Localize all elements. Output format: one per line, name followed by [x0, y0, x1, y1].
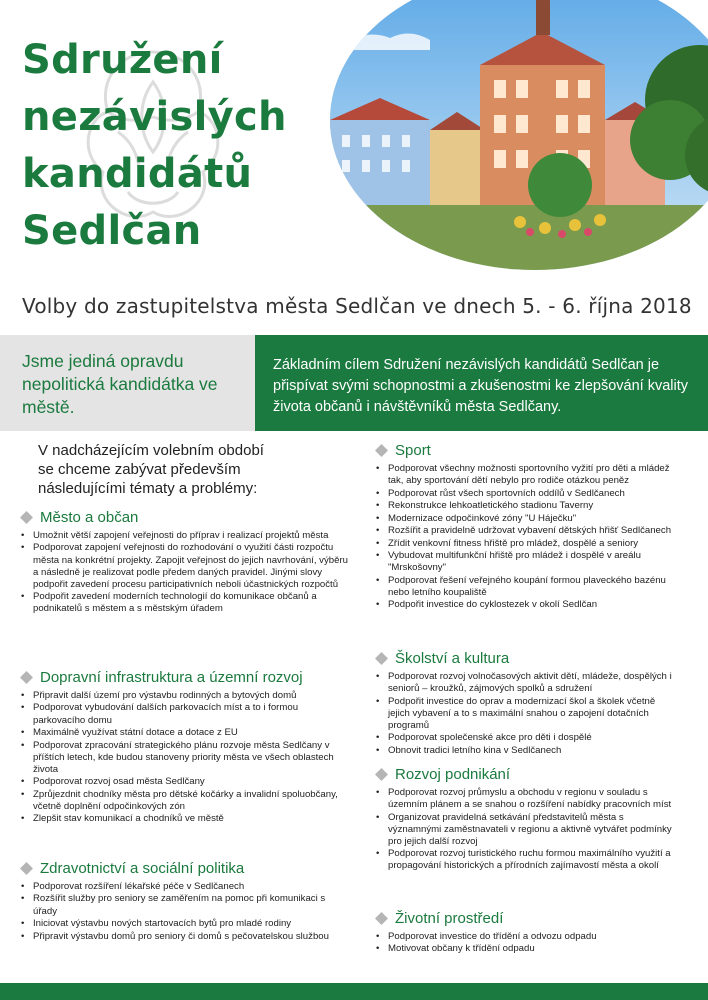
- list-item: • Maximálně využívat státní dotace a dotace z EU: [20, 727, 350, 739]
- diamond-icon: [20, 671, 33, 684]
- list-item: • Podpořit investice do oprav a modernizací škol a školek včetně jejich vybavení a to s maximální snahou o zapojení dotačních programů: [375, 696, 675, 732]
- section-title: Zdravotnictví a sociální politika: [40, 859, 245, 877]
- topic-list: [20, 881, 350, 943]
- list-item: • Podporovat zapojení veřejnosti do rozhodování o využití části rozpočtu města na konkrétní projekty. Zapojit veřejnost do jejich navrhování, výběru a následně je realizovat podle předem daných pravidel. Jinými slovy podpořit zavedení procesu participativních neboli účastnických rozpočtů: [20, 542, 350, 590]
- section-mesto-a-obcan: [20, 507, 350, 616]
- list-item: • Zprůjezdnit chodníky města pro dětské kočárky a invalidní spoluobčany, včetně doplnění odpočinkových zón: [20, 789, 350, 813]
- mission-text: Základním cílem Sdružení nezávislých kandidátů Sedlčan je přispívat svými schopnostmi a zkušenostmi ke zlepšování kvality života občanů i návštěvníků města Sedlčany.: [273, 357, 689, 415]
- list-item: • Motivovat občany k třídění odpadu: [375, 943, 675, 955]
- section-title: Sport: [395, 441, 431, 459]
- topic-list: [375, 787, 675, 872]
- list-item: • Podporovat rozvoj volnočasových aktivit dětí, mládeže, dospělých i seniorů – kroužků, zájmových spolků a sdružení: [375, 671, 675, 695]
- section-title: Školství a kultura: [395, 649, 510, 667]
- right-column: [375, 0, 675, 1000]
- list-item: • Připravit další území pro výstavbu rodinných a bytových domů: [20, 690, 350, 702]
- section-title: Životní prostředí: [395, 909, 504, 927]
- list-item: • Připravit výstavbu domů pro seniory či domů s pečovatelskou službou: [20, 931, 350, 943]
- topic-list: [375, 931, 675, 956]
- topic-list: [20, 690, 350, 825]
- list-item: • Umožnit větší zapojení veřejnosti do příprav i realizací projektů města: [20, 530, 350, 542]
- list-item: • Vybudovat multifunkční hřiště pro mládež i dospělé v areálu "Mrskošovny": [375, 550, 675, 574]
- list-item: • Obnovit tradici letního kina v Sedlčanech: [375, 745, 675, 757]
- list-item: • Podporovat všechny možnosti sportovního vyžití pro děti a mládež tak, aby sportování dětí nebylo pro rodiče otázkou peněz: [375, 463, 675, 487]
- section-zdravotnictvi: [20, 858, 350, 943]
- section-title: Rozvoj podnikání: [395, 765, 511, 783]
- section-skolstvi-a-kultura: [375, 648, 675, 757]
- topic-list: [375, 463, 675, 611]
- diamond-icon: [20, 511, 33, 524]
- title-line: Sedlčan: [22, 208, 202, 254]
- list-item: • Rozšířit služby pro seniory se zaměřením na pomoc při komunikaci s úřady: [20, 893, 350, 917]
- intro-line: se chceme zabývat především: [38, 461, 241, 478]
- list-item: • Podpořit zavedení moderních technologií do komunikace občanů a podnikatelů s městem a s městským úřadem: [20, 591, 350, 615]
- list-item: • Rozšířit a pravidelně udržovat vybavení dětských hřišť Sedlčanech: [375, 525, 675, 537]
- diamond-icon: [375, 912, 388, 925]
- topic-list: [375, 671, 675, 757]
- list-item: • Podporovat rozvoj turistického ruchu formou maximálního využití a propagování historických a přírodních zajímavostí města a okolí: [375, 848, 675, 872]
- title-line: nezávislých: [22, 94, 287, 140]
- diamond-icon: [375, 444, 388, 457]
- title-line: kandidátů: [22, 151, 253, 197]
- list-item: • Podporovat vybudování dalších parkovacích míst a to i formou parkovacího domu: [20, 702, 350, 726]
- bottom-bar: [0, 983, 708, 1000]
- list-item: • Modernizace odpočinkové zóny "U Háječku": [375, 513, 675, 525]
- list-item: • Podporovat zpracování strategického plánu rozvoje města Sedlčany v příštích letech, kde budou stanoveny priority města ve všech oblastech života: [20, 740, 350, 776]
- list-item: • Iniciovat výstavbu nových startovacích bytů pro mladé rodiny: [20, 918, 350, 930]
- election-subtitle: Volby do zastupitelstva města Sedlčan ve dnech 5. - 6. října 2018: [22, 294, 692, 318]
- list-item: • Podporovat investice do třídění a odvozu odpadu: [375, 931, 675, 943]
- section-rozvoj-podnikani: [375, 764, 675, 873]
- list-item: • Zřídit venkovní fitness hřiště pro mládež, dospělé a seniory: [375, 538, 675, 550]
- topic-list: [20, 530, 350, 615]
- diamond-icon: [375, 652, 388, 665]
- section-dopravni-infrastruktura: [20, 667, 350, 826]
- diamond-icon: [20, 862, 33, 875]
- slogan-text: Jsme jediná opravdu nepolitická kandidátka ve městě.: [22, 351, 218, 417]
- left-column: [20, 0, 355, 1000]
- list-item: • Podporovat společenské akce pro děti i dospělé: [375, 732, 675, 744]
- title-line: Sdružení: [22, 37, 223, 83]
- list-item: • Podporovat růst všech sportovních oddílů v Sedlčanech: [375, 488, 675, 500]
- section-sport: [375, 440, 675, 612]
- section-title: Město a občan: [40, 508, 139, 526]
- list-item: • Podporovat řešení veřejného koupání formou plaveckého bazénu nebo letního koupaliště: [375, 575, 675, 599]
- list-item: • Organizovat pravidelná setkávání představitelů města s významnými zaměstnavateli v regionu a aktivně vytvářet podmínky pro jejich další rozvoj: [375, 812, 675, 848]
- list-item: • Podporovat rozvoj osad města Sedlčany: [20, 776, 350, 788]
- list-item: • Podporovat rozšíření lékařské péče v Sedlčanech: [20, 881, 350, 893]
- list-item: • Podpořit investice do cyklostezek v okolí Sedlčan: [375, 599, 675, 611]
- diamond-icon: [375, 768, 388, 781]
- list-item: • Rekonstrukce lehkoatletického stadionu Taverny: [375, 500, 675, 512]
- intro-line: V nadcházejícím volebním období: [38, 442, 264, 459]
- section-title: Dopravní infrastruktura a územní rozvoj: [40, 668, 303, 686]
- intro-line: následujícími tématy a problémy:: [38, 480, 258, 497]
- list-item: • Podporovat rozvoj průmyslu a obchodu v regionu v souladu s územním plánem a se snahou o rozšíření nabídky pracovních míst: [375, 787, 675, 811]
- list-item: • Zlepšit stav komunikací a chodníků ve městě: [20, 813, 350, 825]
- section-zivotni-prostredi: [375, 908, 675, 956]
